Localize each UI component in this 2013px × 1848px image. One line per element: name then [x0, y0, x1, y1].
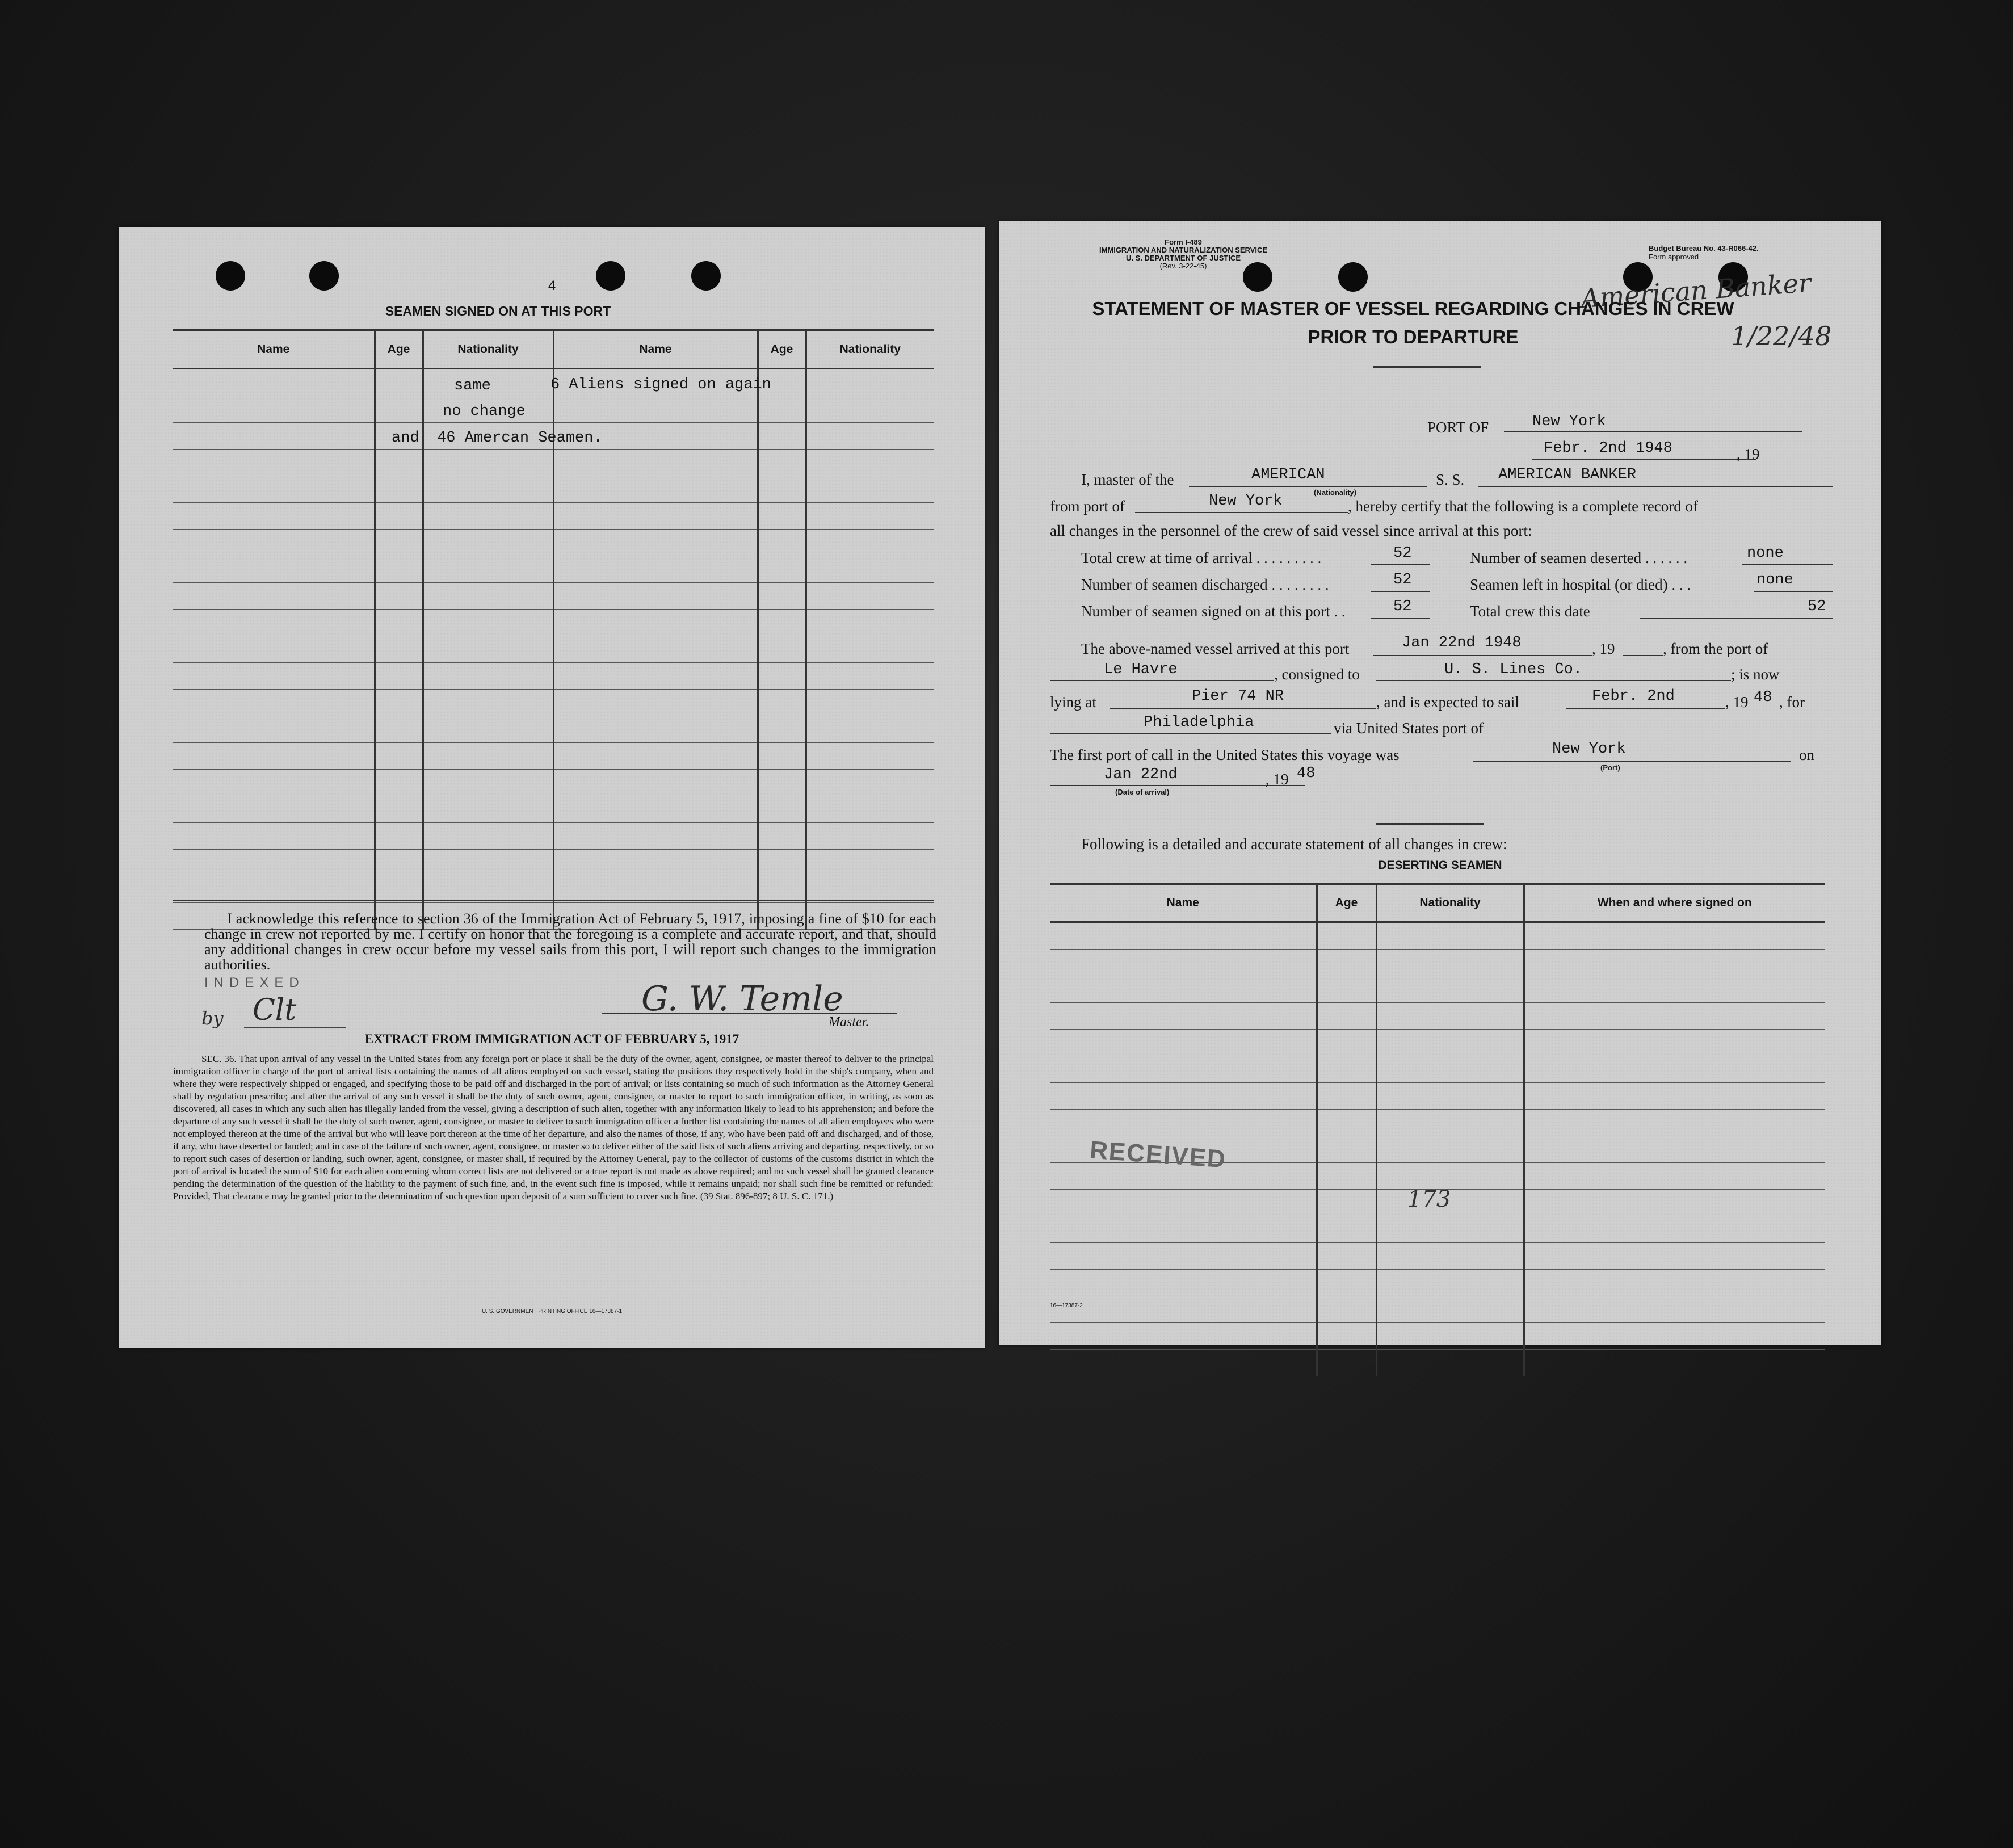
- discharged-value: 52: [1393, 572, 1412, 589]
- total-crew-arrival-value: 52: [1393, 545, 1412, 562]
- table-row: [1050, 1296, 1825, 1323]
- expected-label: , and is expected to sail: [1376, 694, 1519, 711]
- entry-no-change: no change: [443, 403, 526, 420]
- left-page: [119, 227, 985, 1348]
- title-rule: [1373, 366, 1481, 368]
- date-of-arrival-year-prefix: , 19: [1266, 771, 1289, 788]
- table-row: [1050, 1216, 1825, 1243]
- signature-rule: [602, 1013, 897, 1014]
- table-row: [173, 450, 934, 476]
- table-row: [1050, 922, 1825, 950]
- arrived-rule: [1373, 655, 1592, 656]
- revision: (Rev. 3-22-45): [1159, 262, 1207, 270]
- ss-value: AMERICAN BANKER: [1498, 467, 1637, 484]
- nationality-value: AMERICAN: [1251, 467, 1325, 484]
- stat-rule: [1640, 618, 1833, 619]
- stat-rule: [1371, 564, 1430, 565]
- port-label: PORT OF: [1427, 419, 1489, 436]
- arrived-suffix: , 19: [1592, 640, 1615, 657]
- table-row: [173, 396, 934, 423]
- table-row: [1050, 1110, 1825, 1136]
- arrived-year-rule: [1623, 655, 1663, 656]
- page-number: 4: [548, 278, 556, 293]
- table-row: [173, 663, 934, 690]
- master-label: Master.: [829, 1015, 869, 1030]
- extract-title: EXTRACT FROM IMMIGRATION ACT OF FEBRUARY 5, 1917: [364, 1032, 739, 1046]
- punch-hole: [1338, 262, 1368, 292]
- nationality-rule: [1189, 486, 1427, 487]
- is-now-label: ; is now: [1731, 666, 1780, 683]
- table-bottom-rule: [173, 900, 934, 901]
- signed-on-table: [173, 331, 934, 930]
- handwritten-vessel-name: American Banker: [1579, 267, 1812, 314]
- total-crew-date-label: Total crew this date: [1470, 603, 1590, 620]
- entry-and: and: [392, 430, 419, 447]
- entry-same: same: [454, 377, 491, 394]
- table-row: [173, 796, 934, 823]
- from-port-rule: [1135, 512, 1348, 513]
- total-crew-arrival-label: Total crew at time of arrival . . . . . . . . .: [1081, 549, 1322, 566]
- signed-on-value: 52: [1393, 598, 1412, 615]
- date-rule: [1532, 459, 1756, 460]
- column-header-age: Age: [758, 331, 806, 369]
- destination-rule: [1050, 733, 1331, 734]
- table-row: [173, 716, 934, 743]
- consigned-value: U. S. Lines Co.: [1444, 661, 1583, 678]
- certify-text: , hereby certify that the following is a complete record of: [1348, 498, 1699, 515]
- agency-line1: IMMIGRATION AND NATURALIZATION SERVICE: [1099, 246, 1268, 254]
- table-row: [1050, 1030, 1825, 1056]
- indexed-by-initials: Clt: [253, 993, 297, 1027]
- column-header-age: Age: [1317, 885, 1376, 922]
- consigned-label: , consigned to: [1274, 666, 1360, 683]
- table-row: [173, 876, 934, 903]
- sail-year-prefix: , 19: [1725, 694, 1749, 711]
- discharged-label: Number of seamen discharged . . . . . . . .: [1081, 576, 1329, 593]
- form-approved: Form approved: [1649, 253, 1699, 261]
- nationality-caption: (Nationality): [1314, 488, 1357, 497]
- lying-at-value: Pier 74 NR: [1192, 688, 1284, 705]
- deserted-label: Number of seamen deserted . . . . . .: [1470, 549, 1688, 566]
- date-value: Febr. 2nd 1948: [1544, 440, 1672, 457]
- table-row: [173, 770, 934, 796]
- section-rule: [1376, 823, 1484, 825]
- budget-bureau: Budget Bureau No. 43-R066-42.: [1649, 244, 1759, 253]
- date-of-arrival-value: Jan 22nd: [1104, 766, 1178, 783]
- deserted-value: none: [1747, 545, 1784, 562]
- table-row: [1050, 1270, 1825, 1296]
- indexed-rule: [244, 1027, 346, 1028]
- stat-rule: [1754, 591, 1833, 592]
- table-row: [1050, 950, 1825, 976]
- table-row: [173, 636, 934, 663]
- form-title-line1: STATEMENT OF MASTER OF VESSEL REGARDING CHANGES IN CREW: [1092, 298, 1734, 319]
- hospital-label: Seamen left in hospital (or died) . . .: [1470, 576, 1691, 593]
- stat-rule: [1742, 564, 1833, 565]
- consigned-rule: [1376, 680, 1731, 681]
- lying-at-rule: [1110, 708, 1376, 709]
- master-signature: G. W. Temle: [641, 979, 843, 1019]
- destination-value: Philadelphia: [1144, 714, 1254, 731]
- date-of-arrival-caption: (Date of arrival): [1115, 788, 1170, 796]
- table-header-row: [1050, 885, 1825, 922]
- extract-text: SEC. 36. That upon arrival of any vessel in the United States from any foreign port or place it shall be the duty of the owner, agent, consignee, or master thereof to deliver to the principal immigration officer in charge of the port of arrival lists containing the names of all aliens employed on such vessel, stating the positions they respectively hold in the ship's company, when and where they were respectively shipped or engaged, and specifying those to be paid off and discharged in the port of arrival; or lists containing so much of such information as the Attorney General shall by regulation prescribe; and after the arrival of any such vessel it shall be the duty of such owner, agent, consignee, or master to report to such immigration officer, in writing, as soon as discovered, all cases in which any such alien has illegally landed from the vessel, giving a description of such alien, together with any information likely to lead to his apprehension; and before the departure of any such vessel it shall be the duty of such owner, agent, consignee, or master to deliver to such immigration officer a further list containing the names of all alien employees who were not employed thereon at the time of the arrival but who will leave port thereon at the time of her departure, and also the names of those, if any, who have been paid off and discharged, and of those, if any, who have deserted or landed; and in case of the failure of such owner, agent, consignee, or master so to deliver either of the said lists of such aliens arriving and departing, respectively, or so to report such cases of desertion or landing, such owner, agent, consignee, or master shall, if required by the Attorney General, pay to the collector of customs of the customs district in which the port of arrival is located the sum of $10 for each alien concerning whom correct lists are not delivered or a true report is not made as above required; and no such vessel shall be granted clearance pending the determination of the question of the liability to the payment of such fine, and, in the event such fine is imposed, while it remains unpaid; nor shall such fine be remitted or refunded: Provided, That clearance may be granted prior to the determination of such question upon deposit of a sum sufficient to cover such fine. (39 Stat. 896-897; 8 U. S. C. 171.): [173, 1053, 934, 1202]
- date-of-arrival-year: 48: [1297, 765, 1316, 782]
- budget-block: [1649, 244, 1759, 261]
- deserting-title: DESERTING SEAMEN: [1378, 859, 1502, 872]
- table-row: [1050, 1243, 1825, 1270]
- port-value: New York: [1532, 413, 1606, 430]
- footer-code: 16—17387-2: [1050, 1303, 1083, 1309]
- table-row: [173, 690, 934, 716]
- via-label: via United States port of: [1334, 720, 1484, 737]
- sail-year-value: 48: [1754, 689, 1772, 706]
- table-row: [1050, 1003, 1825, 1030]
- ss-label: S. S.: [1436, 471, 1465, 488]
- table-row: [173, 476, 934, 503]
- stat-rule: [1371, 618, 1430, 619]
- column-header-name: Name: [1050, 885, 1317, 922]
- deserting-seamen-table: [1050, 885, 1825, 1376]
- printing-office-line: U. S. GOVERNMENT PRINTING OFFICE 16—17387-1: [481, 1308, 623, 1314]
- stat-rule: [1371, 591, 1430, 592]
- table-row: [1050, 1056, 1825, 1083]
- table-row: [1050, 1350, 1825, 1376]
- first-port-value: New York: [1552, 741, 1626, 758]
- table-header-row: [173, 331, 934, 369]
- first-port-label: The first port of call in the United States this voyage was: [1050, 746, 1400, 763]
- arrived-value: Jan 22nd 1948: [1402, 635, 1522, 652]
- date-year-prefix: , 19: [1737, 446, 1760, 463]
- table-row: [173, 610, 934, 636]
- table-row: [173, 556, 934, 583]
- table-row: [173, 503, 934, 530]
- column-header-nationality: Nationality: [806, 331, 934, 369]
- signed-on-label: Number of seamen signed on at this port . .: [1081, 603, 1346, 620]
- entry-aliens-signed-on: 6 Aliens signed on again: [550, 376, 771, 393]
- sail-rule: [1566, 708, 1725, 709]
- arrived-from-value: Le Havre: [1104, 661, 1178, 678]
- form-number: Form I-489: [1165, 238, 1202, 246]
- stamp-number: 173: [1407, 1186, 1451, 1212]
- table-row: [173, 583, 934, 610]
- first-port-rule: [1473, 761, 1791, 762]
- master-of-label: I, master of the: [1081, 471, 1174, 488]
- right-page: [999, 221, 1881, 1345]
- entry-american-seamen: 46 Amercan Seamen.: [437, 430, 603, 447]
- agency-line2: U. S. DEPARTMENT OF JUSTICE: [1126, 254, 1241, 262]
- table-row: [173, 530, 934, 556]
- column-header-name: Name: [173, 331, 375, 369]
- indexed-by-label: by: [201, 1007, 224, 1029]
- form-title-line2: PRIOR TO DEPARTURE: [1308, 326, 1519, 347]
- arrived-from-rule: [1050, 680, 1274, 681]
- from-port-value: New York: [1209, 493, 1283, 510]
- column-header-nationality: Nationality: [423, 331, 553, 369]
- port-rule: [1504, 431, 1802, 432]
- table-row: [1050, 1083, 1825, 1110]
- total-crew-date-value: 52: [1808, 598, 1826, 615]
- received-stamp: RECEIVED: [1089, 1136, 1228, 1174]
- following-text: Following is a detailed and accurate statement of all changes in crew:: [1081, 835, 1507, 852]
- lying-at-label: lying at: [1050, 694, 1096, 711]
- column-header-when-where: When and where signed on: [1524, 885, 1825, 922]
- column-header-name: Name: [553, 331, 758, 369]
- changes-text: all changes in the personnel of the crew of said vessel since arrival at this port:: [1050, 522, 1532, 539]
- from-port-label: from port of: [1050, 498, 1125, 515]
- arrived-label: The above-named vessel arrived at this port: [1081, 640, 1350, 657]
- ss-rule: [1478, 486, 1833, 487]
- table-row: [1050, 976, 1825, 1003]
- hospital-value: none: [1756, 572, 1793, 589]
- acknowledgement-text: I acknowledge this reference to section 36 of the Immigration Act of February 5, 1917, imposing a fine of $10 for each change in crew not reported by me. I certify on honor that the foregoing is a complete and accurate report, and that, should any additional changes in crew occur before my vessel sails from this port, I will report such changes to the immigration authorities.: [204, 910, 936, 973]
- for-label: , for: [1779, 694, 1805, 711]
- from-port-of-label: , from the port of: [1663, 640, 1768, 657]
- table-row: [173, 743, 934, 770]
- column-header-nationality: Nationality: [1376, 885, 1524, 922]
- sail-value: Febr. 2nd: [1592, 688, 1675, 705]
- on-label: on: [1799, 746, 1814, 763]
- table-title: SEAMEN SIGNED ON AT THIS PORT: [385, 304, 611, 318]
- table-row: [173, 823, 934, 850]
- port-caption: (Port): [1600, 763, 1620, 772]
- column-header-age: Age: [375, 331, 423, 369]
- table-row: [1050, 1323, 1825, 1350]
- form-header-block: [1050, 238, 1317, 270]
- table-row: [173, 850, 934, 876]
- indexed-stamp: INDEXED: [204, 975, 305, 990]
- handwritten-date: 1/22/48: [1731, 321, 1832, 351]
